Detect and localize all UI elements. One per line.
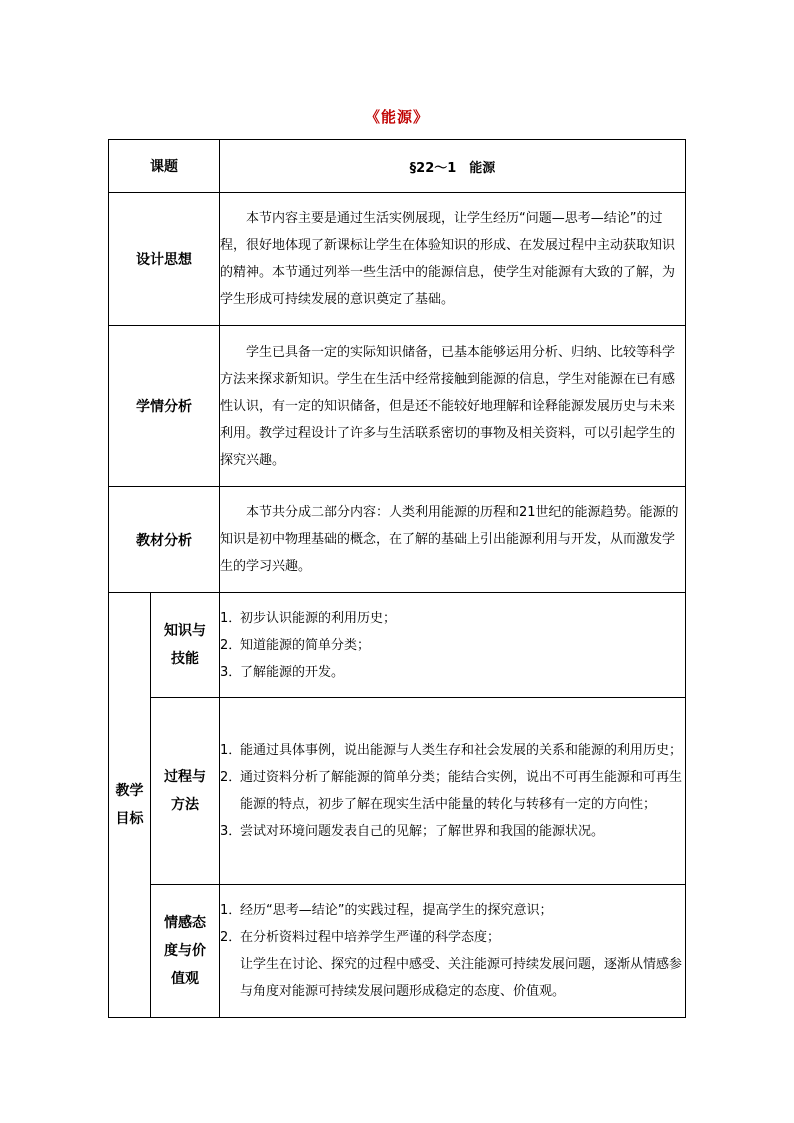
item-text: 知道能源的简单分类； <box>240 637 371 653</box>
item-text: 初步认识能源的利用历史； <box>240 610 397 626</box>
item-number: 1． <box>220 743 242 758</box>
list-item <box>220 951 685 1005</box>
emotion-label-text: 情感态度与价值观 <box>164 915 206 987</box>
lesson-plan-table <box>108 139 686 1018</box>
knowledge-list <box>220 593 686 698</box>
list-item <box>220 737 685 764</box>
design-cell <box>220 193 686 326</box>
learner-text: 学生已具备一定的实际知识储备，已基本能够运用分析、归纳、比较等科学方法来探求新知识。学生在生活中经常接触到能源的信息，学生对能源在已有感性认识，有一定的知识储备，但是还不能较好地理解和诠释能源发展历史与未来利用。教学过程设计了许多与生活联系密切的事物及相关资料，可以引起学生的探究兴趣。 <box>220 344 676 468</box>
design-row <box>109 193 686 326</box>
design-label: 设计思想 <box>109 193 220 326</box>
emotion-row <box>109 885 686 1018</box>
list-item <box>220 764 685 818</box>
list-item <box>220 659 685 686</box>
material-row <box>109 487 686 593</box>
emotion-list <box>220 885 686 1018</box>
item-number: 1． <box>220 610 242 626</box>
item-text: 通过资料分析了解能源的简单分类；能结合实例，说出不可再生能源和可再生能源的特点，初步了解在现实生活中能量的转化与转移有一定的方向性； <box>240 770 683 812</box>
list-item <box>220 897 685 924</box>
process-row <box>109 698 686 885</box>
item-number <box>220 951 240 1005</box>
goals-label <box>109 593 151 1018</box>
knowledge-label <box>151 593 220 698</box>
list-item <box>220 818 685 845</box>
goals-label-text: 教学目标 <box>115 783 144 827</box>
document-title: 《能源》 <box>364 108 429 126</box>
topic-value: §22～1 能源 <box>220 140 686 193</box>
learner-cell <box>220 326 686 487</box>
topic-row <box>109 140 686 193</box>
item-number: 1． <box>220 903 242 918</box>
list-item <box>220 605 685 632</box>
item-number: 2． <box>220 637 242 653</box>
item-text: 让学生在讨论、探究的过程中感受、关注能源可持续发展问题，逐渐从情感参与角度对能源可持续发展问题形成稳定的态度、价值观。 <box>240 957 683 999</box>
item-number: 2． <box>220 770 242 785</box>
list-item <box>220 632 685 659</box>
item-number: 2． <box>220 930 242 945</box>
learner-label: 学情分析 <box>109 326 220 487</box>
material-cell <box>220 487 686 593</box>
topic-label: 课题 <box>109 140 220 193</box>
item-number: 3． <box>220 824 242 839</box>
list-item <box>220 924 685 951</box>
item-number: 3． <box>220 664 242 680</box>
learner-row <box>109 326 686 487</box>
item-text: 了解能源的开发。 <box>240 664 345 680</box>
item-text: 经历“思考—结论”的实践过程，提高学生的探究意识； <box>240 903 553 918</box>
knowledge-row <box>109 593 686 698</box>
process-list <box>220 698 686 885</box>
item-text: 能通过具体事例，说出能源与人类生存和社会发展的关系和能源的利用历史； <box>240 743 683 758</box>
material-label: 教材分析 <box>109 487 220 593</box>
knowledge-label-text: 知识与技能 <box>164 623 206 667</box>
material-text: 本节共分成二部分内容：人类利用能源的历程和21世纪的能源趋势。能源的知识是初中物理基础的概念，在了解的基础上引出能源利用与开发，从而激发学生的学习兴趣。 <box>220 505 679 574</box>
design-text: 本节内容主要是通过生活实例展现，让学生经历“问题—思考—结论”的过程，很好地体现了新课标让学生在体验知识的形成、在发展过程中主动获取知识的精神。本节通过列举一些生活中的能源信息，使学生对能源有大致的了解，为学生形成可持续发展的意识奠定了基础。 <box>220 211 676 307</box>
emotion-label <box>151 885 220 1018</box>
item-text: 在分析资料过程中培养学生严谨的科学态度； <box>240 930 501 945</box>
item-text: 尝试对环境问题发表自己的见解；了解世界和我国的能源状况。 <box>240 824 605 839</box>
process-label-text: 过程与方法 <box>164 769 206 813</box>
process-label <box>151 698 220 885</box>
